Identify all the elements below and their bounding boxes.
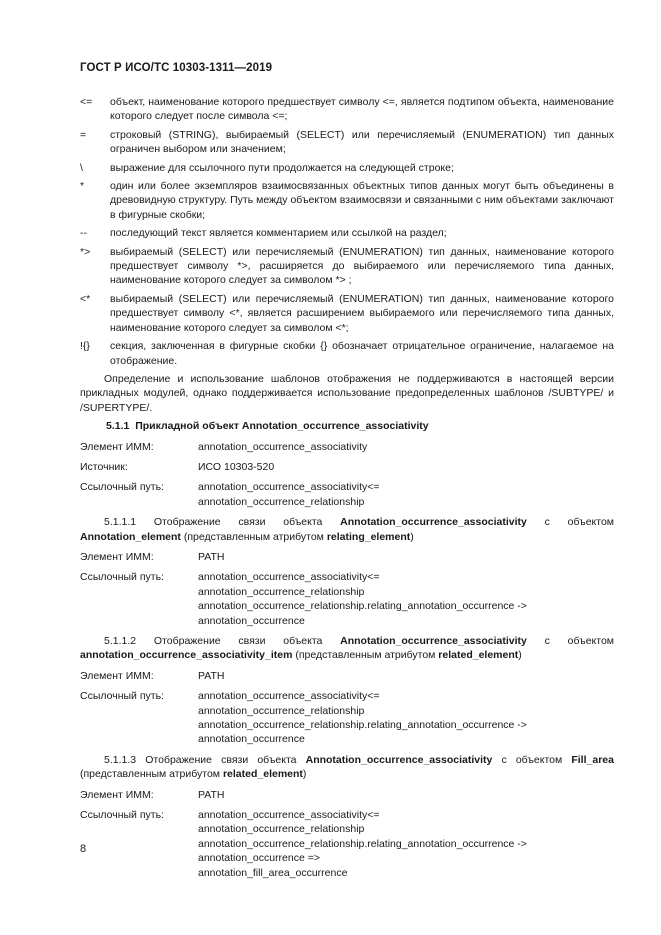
field-label: Ссылочный путь:	[80, 809, 164, 822]
symbol-row	[80, 161, 614, 175]
symbol-row	[80, 292, 614, 335]
field-value	[198, 669, 224, 683]
symbol-glyph: <*	[80, 292, 91, 305]
symbol-description: строковый (STRING), выбираемый (SELECT) или перечисляемый (ENUMERATION) тип данных ограничен выбором или значением;	[110, 128, 614, 156]
field-value-line: PATH	[198, 669, 225, 682]
symbol-row	[80, 95, 614, 124]
field-row	[80, 550, 614, 564]
mapping-pre: Отображение связи объекта	[145, 753, 297, 766]
field-value-line: annotation_occurrence_associativity<=	[198, 690, 380, 703]
mapping-attr-post: )	[518, 649, 522, 662]
field-value-line: ИСО 10303-520	[198, 460, 275, 473]
field-value	[198, 808, 527, 880]
field-value	[198, 689, 527, 747]
mapping-attr-pre: (представленным атрибутом	[295, 649, 436, 662]
page-number: 8	[80, 843, 87, 855]
field-value-line: annotation_occurrence_relationship	[198, 704, 365, 717]
mapping-target: Fill_area	[571, 753, 614, 766]
mapping-attr: related_element	[438, 649, 519, 662]
symbol-description: объект, наименование которого предшествует символу <=, является подтипом объекта, наименование которого следует после символа <=;	[110, 96, 614, 123]
mapping-attr-post: )	[410, 530, 414, 543]
field-value-line: annotation_occurrence	[198, 733, 305, 746]
field-label: Ссылочный путь:	[80, 571, 164, 584]
mapping-list	[80, 515, 614, 880]
field-value-line: annotation_occurrence_associativity	[198, 440, 368, 453]
mapping-entity: Annotation_occurrence_associativity	[305, 753, 493, 766]
field-label: Элемент ИММ:	[80, 669, 154, 682]
symbol-description: выбираемый (SELECT) или перечисляемый (ENUMERATION) тип данных, наименование которого предшествует символу *>, расширяется до выбираемого или перечисляемого типа данных, наименование которого следует за символом *> ;	[110, 245, 614, 287]
field-value-line: annotation_occurrence_relationship.relating_annotation_occurrence ->	[198, 719, 527, 732]
field-value	[198, 460, 274, 474]
symbol-row	[80, 339, 614, 368]
field-label: Источник:	[80, 460, 128, 473]
mapping-number: 5.1.1.2	[104, 635, 137, 647]
mapping-target: Annotation_element	[80, 530, 181, 543]
field-value-line: annotation_occurrence_associativity<=	[198, 809, 380, 822]
symbol-description: последующий текст является комментарием или ссылкой на раздел;	[110, 227, 447, 240]
section-fields	[80, 440, 614, 510]
field-row	[80, 480, 614, 509]
mapping-fields	[80, 669, 614, 747]
symbol-glyph: <=	[80, 96, 93, 108]
field-row	[80, 440, 614, 454]
symbol-glyph: \	[80, 161, 83, 174]
field-label: Ссылочный путь:	[80, 690, 164, 703]
field-label: Ссылочный путь:	[80, 481, 164, 494]
document-body	[80, 95, 614, 886]
symbol-row	[80, 128, 614, 157]
mapping-attr-post: )	[302, 768, 307, 781]
symbol-row	[80, 226, 614, 240]
field-value-line: annotation_occurrence_relationship.relating_annotation_occurrence ->	[198, 600, 527, 613]
symbol-row	[80, 245, 614, 288]
field-value	[198, 440, 367, 454]
mapping-attr: relating_element	[326, 530, 411, 543]
mapping-target: annotation_occurrence_associativity_item	[80, 649, 293, 662]
field-label: Элемент ИММ:	[80, 550, 154, 563]
mapping-pre: Отображение связи объекта	[153, 635, 323, 647]
mapping-mid: с объектом	[544, 635, 615, 647]
symbol-glyph: !{}	[80, 340, 90, 353]
symbol-description: один или более экземпляров взаимосвязанных объектных типов данных могут быть объединены в древовидную структуру. Путь между объектом взаимосвязи и связанными с ним объектами заключают в фигурные скобки;	[110, 180, 614, 221]
section-heading	[106, 419, 614, 433]
mapping-mid: с объектом	[501, 753, 563, 766]
symbol-glyph: *>	[80, 245, 91, 258]
field-value	[198, 788, 224, 802]
field-value-line: annotation_fill_area_occurrence	[198, 866, 348, 879]
symbol-row	[80, 179, 614, 222]
section-number: 5.1.1	[106, 420, 130, 433]
field-value-line: annotation_occurrence_relationship.relating_annotation_occurrence ->	[198, 837, 527, 850]
page-header: ГОСТ Р ИСО/ТС 10303-1311—2019	[80, 62, 273, 74]
symbol-description: секция, заключенная в фигурные скобки {} обозначает отрицательное ограничение, налагаемое на отображение.	[110, 340, 614, 367]
section-title: Прикладной объект Annotation_occurrence_associativity	[135, 420, 429, 433]
field-row	[80, 808, 614, 880]
field-label: Элемент ИММ:	[80, 788, 154, 801]
symbol-glyph: *	[80, 180, 85, 193]
mapping-attr-pre: (представленным атрибутом	[80, 768, 221, 781]
mapping-heading	[80, 515, 614, 544]
field-row	[80, 460, 614, 474]
symbol-description: выражение для ссылочного пути продолжается на следующей строке;	[110, 161, 454, 174]
mapping-pre: Отображение связи объекта	[153, 516, 323, 529]
mapping-mid: с объектом	[544, 516, 615, 529]
symbol-glyph: --	[80, 227, 87, 240]
mapping-heading	[80, 753, 614, 782]
field-value	[198, 480, 380, 509]
field-value-line: annotation_occurrence_relationship	[198, 823, 365, 836]
field-value-line: annotation_occurrence_associativity<=	[198, 571, 380, 584]
field-row	[80, 689, 614, 747]
field-row	[80, 570, 614, 628]
mapping-fields	[80, 788, 614, 880]
mapping-number: 5.1.1.1	[104, 516, 137, 529]
field-value	[198, 550, 224, 564]
mapping-number: 5.1.1.3	[104, 753, 137, 766]
field-row	[80, 669, 614, 683]
field-value-line: PATH	[198, 550, 225, 563]
mapping-fields	[80, 550, 614, 628]
field-value-line: annotation_occurrence_relationship	[198, 495, 365, 508]
templates-paragraph: Определение и использование шаблонов отображения не поддерживаются в настоящей версии прикладных модулей, однако поддерживается использование предопределенных шаблонов /SUBTYPE/ и /SUPERTYPE/.	[80, 372, 614, 414]
field-value-line: annotation_occurrence =>	[198, 852, 321, 865]
mapping-attr-pre: (представленным атрибутом	[183, 530, 324, 543]
mapping-attr: related_element	[222, 768, 303, 781]
symbol-list	[80, 95, 614, 368]
symbol-description: выбираемый (SELECT) или перечисляемый (ENUMERATION) тип данных, наименование которого предшествует символу <*, является расширением выбираемого или перечисляемого типа данных, наименование которого следует за символом <*;	[110, 292, 614, 334]
mapping-entity: Annotation_occurrence_associativity	[340, 635, 527, 647]
field-label: Элемент ИММ:	[80, 440, 154, 453]
mapping-entity: Annotation_occurrence_associativity	[340, 516, 527, 529]
field-value-line: annotation_occurrence_associativity<=	[198, 481, 380, 494]
field-value	[198, 570, 527, 628]
field-value-line: annotation_occurrence	[198, 614, 305, 627]
field-value-line: annotation_occurrence_relationship	[198, 585, 365, 598]
field-value-line: PATH	[198, 788, 225, 801]
field-row	[80, 788, 614, 802]
mapping-heading	[80, 634, 614, 663]
symbol-glyph: =	[80, 128, 87, 141]
